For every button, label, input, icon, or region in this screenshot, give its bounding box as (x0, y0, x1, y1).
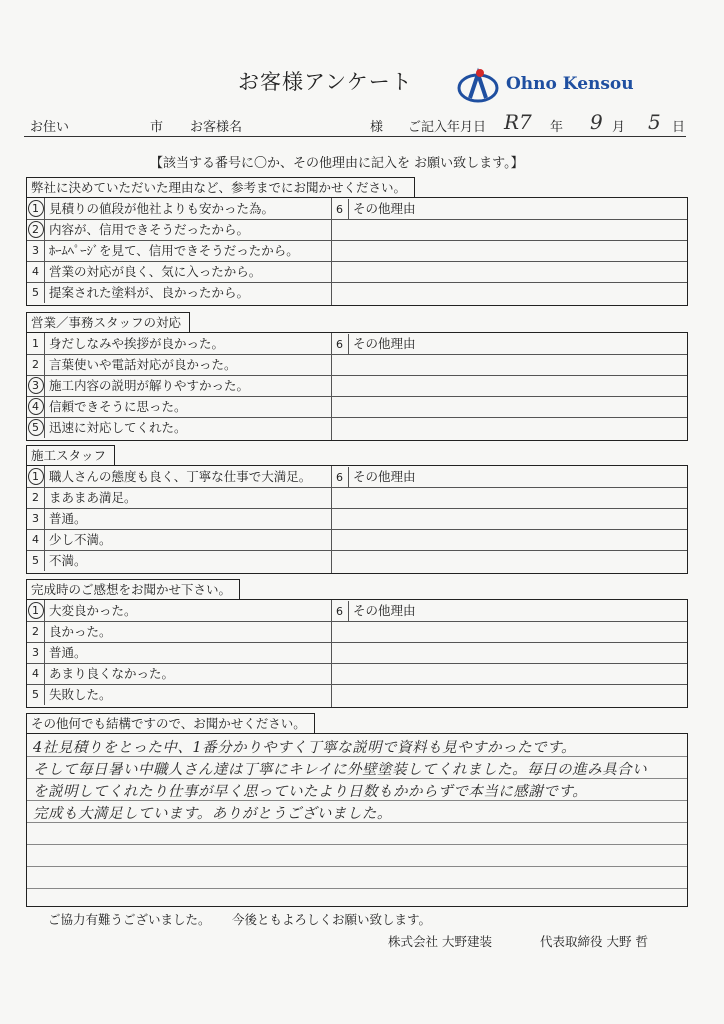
city-suffix: 市 (150, 120, 164, 135)
instructions: 【該当する番号に〇か、その他理由に記入を お願い致します。】 (150, 156, 524, 171)
other-label: その他理由 (352, 201, 416, 216)
option-text: あまり良くなかった。 (49, 666, 175, 681)
company-logo (456, 66, 676, 106)
option-row[interactable] (27, 466, 687, 487)
option-number: 4 (27, 529, 45, 550)
option-row[interactable] (27, 621, 687, 642)
header-underline (24, 136, 686, 137)
option-number: 1 (27, 466, 45, 487)
option-row[interactable] (27, 375, 687, 396)
name-label: お客様名 (190, 120, 243, 135)
section-table (26, 197, 688, 306)
option-row[interactable] (27, 550, 687, 571)
logo-text: Ohno Kensou (506, 74, 634, 94)
comment-line: そして毎日暑い中職人さん達は丁寧にキレイに外壁塗装してくれました。毎日の進み具合い (33, 762, 648, 778)
option-row[interactable] (27, 417, 687, 438)
option-text: 身だしなみや挨拶が良かった。 (49, 336, 225, 351)
option-row[interactable] (27, 240, 687, 261)
option-text: 提案された塗料が、良かったから。 (49, 285, 250, 300)
option-text: 言葉使いや電話対応が良かった。 (49, 357, 237, 372)
name-suffix: 様 (370, 120, 384, 135)
option-text: 職人さんの態度も良く、丁寧な仕事で大満足。 (49, 469, 312, 484)
option-text: 大変良かった。 (49, 603, 137, 618)
other-number: 6 (331, 467, 349, 488)
option-text: 少し不満。 (49, 532, 112, 547)
address-label: お住い (30, 120, 70, 135)
option-text: 普通。 (49, 511, 87, 526)
option-text: 不満。 (49, 553, 87, 568)
option-text: 営業の対応が良く、気に入ったから。 (49, 264, 262, 279)
other-number: 6 (331, 199, 349, 220)
option-text: 失敗した。 (49, 687, 112, 702)
other-label: その他理由 (352, 603, 416, 618)
option-text: ﾎｰﾑﾍﾟｰｼﾞを見て、信用できそうだったから。 (49, 243, 299, 258)
section-table (26, 465, 688, 574)
option-number: 2 (27, 621, 45, 642)
option-text: 見積りの値段が他社よりも安かった為。 (49, 201, 275, 216)
page-title: お客様アンケート (238, 70, 413, 94)
option-row[interactable] (27, 529, 687, 550)
option-number: 2 (27, 487, 45, 508)
option-text: 信頼できそうに思った。 (49, 399, 187, 414)
option-number: 3 (27, 508, 45, 529)
option-number: 4 (27, 663, 45, 684)
other-label: その他理由 (352, 336, 416, 351)
year-unit: 年 (550, 120, 564, 135)
representative: 代表取締役 大野 哲 (540, 934, 648, 949)
option-text: まあまあ満足。 (49, 490, 137, 505)
option-number: 5 (27, 282, 45, 303)
option-number: 5 (27, 417, 45, 438)
option-number: 2 (27, 219, 45, 240)
option-text: 内容が、信用できそうだったから。 (49, 222, 250, 237)
thanks-text: ご協力有難うございました。 (48, 912, 211, 927)
option-number: 2 (27, 354, 45, 375)
section-label: 弊社に決めていただいた理由など、参考までにお聞かせください。 (26, 177, 415, 198)
section-label: その他何でも結構ですので、お聞かせください。 (26, 713, 315, 734)
option-row[interactable] (27, 642, 687, 663)
option-number: 5 (27, 550, 45, 571)
comment-line: を説明してくれたり仕事が早く思っていたより日数もかからずで本当に感謝です。 (33, 784, 588, 800)
section-table (26, 332, 688, 441)
month-unit: 月 (612, 120, 626, 135)
option-row[interactable] (27, 487, 687, 508)
section-label: 営業／事務スタッフの対応 (26, 312, 190, 333)
option-row[interactable] (27, 354, 687, 375)
option-number: 1 (27, 600, 45, 621)
option-number: 4 (27, 261, 45, 282)
option-text: 良かった。 (49, 624, 112, 639)
option-row[interactable] (27, 282, 687, 303)
option-number: 3 (27, 642, 45, 663)
section-table (26, 599, 688, 708)
option-text: 迅速に対応してくれた。 (49, 420, 187, 435)
option-text: 普通。 (49, 645, 87, 660)
other-number: 6 (331, 334, 349, 355)
date-month-value: 9 (590, 110, 603, 134)
date-day-value: 5 (648, 110, 661, 134)
option-number: 1 (27, 333, 45, 354)
option-row[interactable] (27, 261, 687, 282)
option-row[interactable] (27, 198, 687, 219)
comment-line: 4社見積りをとった中、1番分かりやすく丁寧な説明で資料も見やすかったです。 (33, 740, 576, 756)
comment-line: 完成も大満足しています。ありがとうございました。 (33, 806, 392, 822)
date-label: ご記入年月日 (408, 120, 487, 135)
option-row[interactable] (27, 396, 687, 417)
section-label: 施工スタッフ (26, 445, 115, 466)
option-number: 5 (27, 684, 45, 705)
option-row[interactable] (27, 663, 687, 684)
section-label: 完成時のご感想をお聞かせ下さい。 (26, 579, 240, 600)
regards-text: 今後ともよろしくお願い致します。 (232, 912, 432, 927)
company-name: 株式会社 大野建装 (388, 934, 492, 949)
option-row[interactable] (27, 600, 687, 621)
option-text: 施工内容の説明が解りやすかった。 (49, 378, 250, 393)
option-row[interactable] (27, 684, 687, 705)
option-row[interactable] (27, 508, 687, 529)
option-number: 4 (27, 396, 45, 417)
comments-box[interactable] (26, 733, 688, 907)
other-number: 6 (331, 601, 349, 622)
day-unit: 日 (672, 120, 686, 135)
option-row[interactable] (27, 219, 687, 240)
option-number: 1 (27, 198, 45, 219)
other-label: その他理由 (352, 469, 416, 484)
ohno-kensou-logo-icon (456, 66, 500, 106)
option-number: 3 (27, 240, 45, 261)
date-year-value: R7 (504, 110, 532, 134)
option-row[interactable] (27, 333, 687, 354)
option-number: 3 (27, 375, 45, 396)
